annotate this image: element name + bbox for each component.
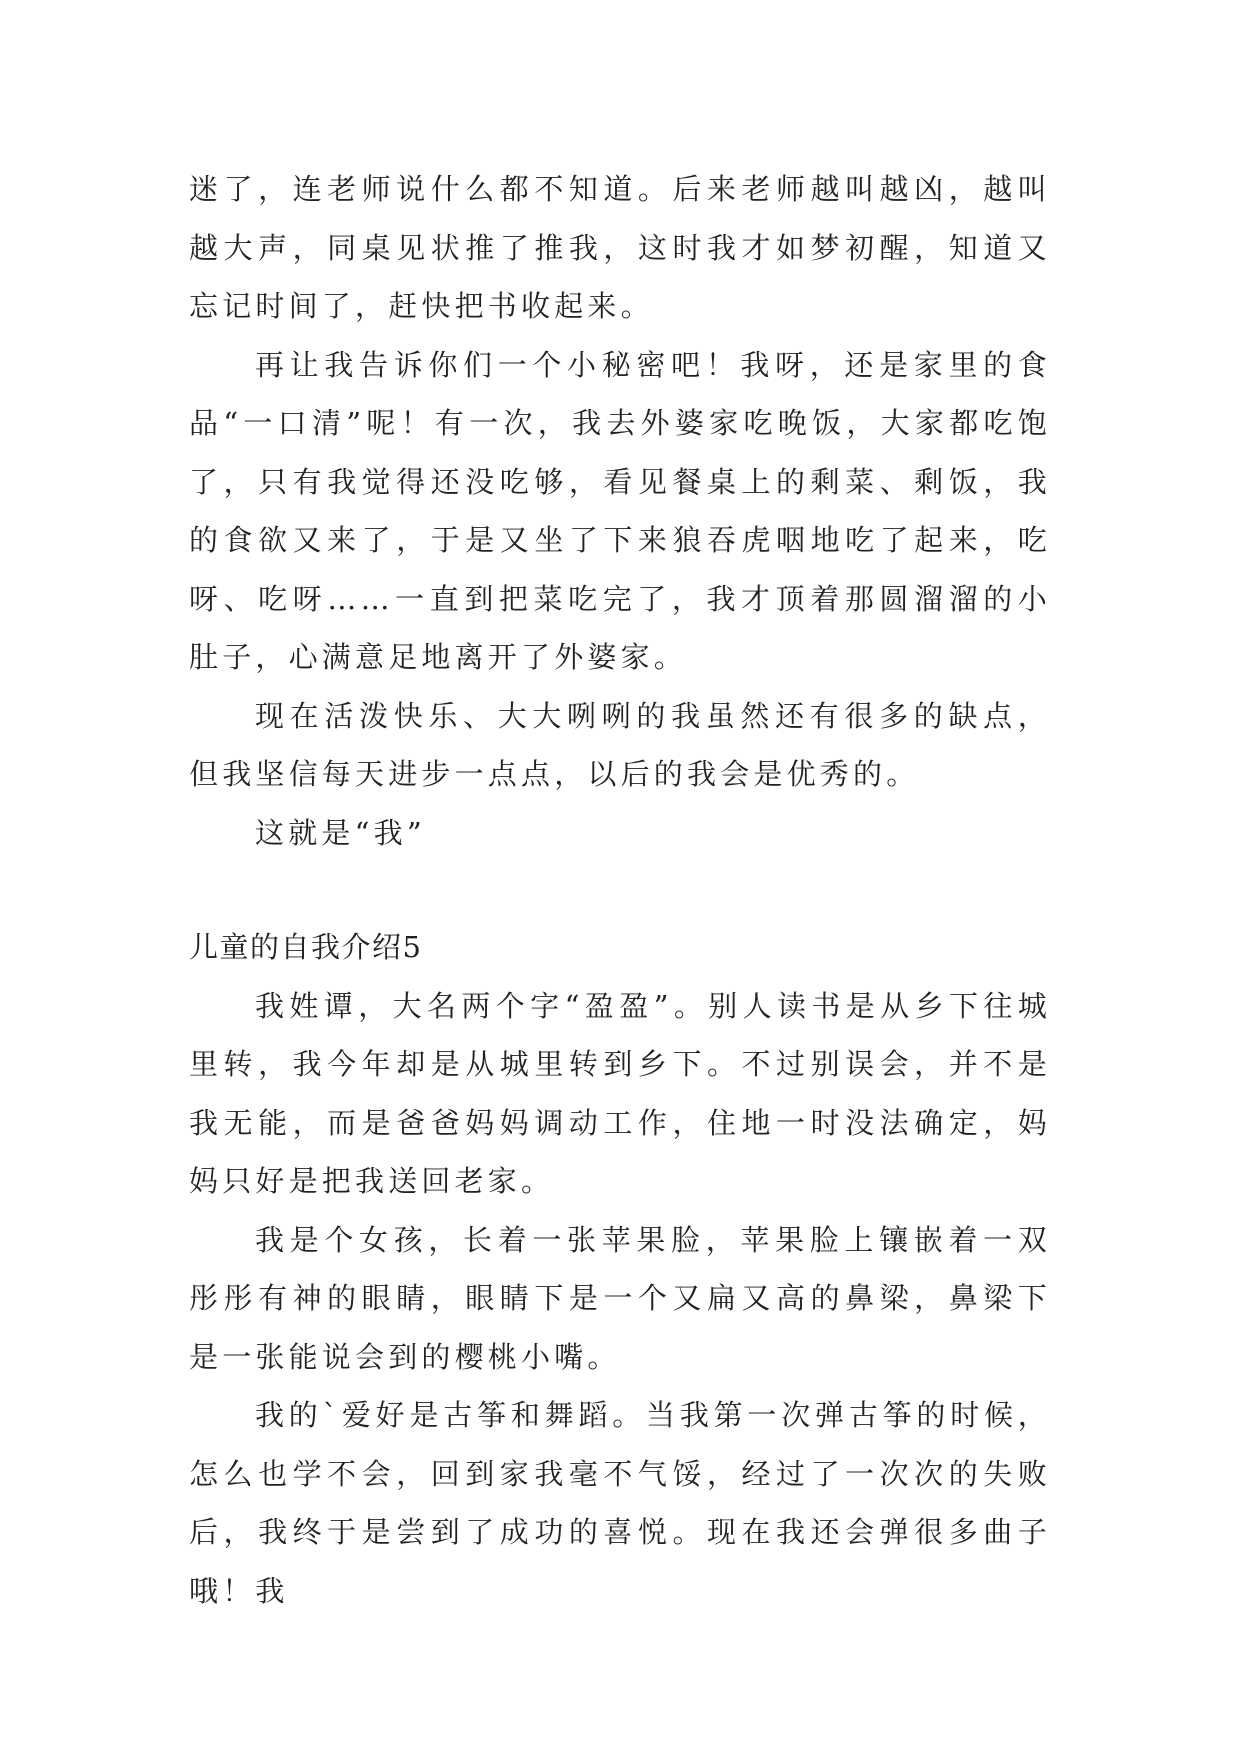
paragraph-name-intro: 我姓谭，大名两个字“盈盈”。别人读书是从乡下往城里转，我今年却是从城里转到乡下。不过别误会，并不是我无能，而是爸爸妈妈调动工作，住地一时没法确定，妈妈只好是把我送回老家。: [189, 988, 1051, 1198]
paragraph-continued: 迷了，连老师说什么都不知道。后来老师越叫越凶，越叫越大声，同桌见状推了推我，这时我才如梦初醒，知道又忘记时间了，赶快把书收起来。: [189, 172, 1051, 323]
paragraph-present-self: 现在活泼快乐、大大咧咧的我虽然还有很多的缺点，但我坚信每天进步一点点，以后的我会是优秀的。: [189, 698, 1051, 791]
paragraph-closing: 这就是“我”: [255, 815, 426, 850]
document-body: [189, 160, 1051, 1620]
section-heading: 儿童的自我介绍5: [189, 930, 423, 964]
section-spacer: [189, 862, 1051, 918]
paragraph-hobbies: 我的`爱好是古筝和舞蹈。当我第一次弹古筝的时候，怎么也学不会，回到家我毫不气馁，经过了一次次的失败后，我终于是尝到了成功的喜悦。现在我还会弹很多曲子哦！我: [189, 1398, 1051, 1608]
paragraph-food-secret: 再让我告诉你们一个小秘密吧！我呀，还是家里的食品“一口清”呢！有一次，我去外婆家吃晚饭，大家都吃饱了，只有我觉得还没吃够，看见餐桌上的剩菜、剩饭，我的食欲又来了，于是又坐了下来狼吞虎咽地吃了起来，吃呀、吃呀……一直到把菜吃完了，我才顶着那圆溜溜的小肚子，心满意足地离开了外婆家。: [189, 347, 1051, 674]
paragraph-appearance: 我是个女孩，长着一张苹果脸，苹果脸上镶嵌着一双彤彤有神的眼睛，眼睛下是一个又扁又高的鼻梁，鼻梁下是一张能说会到的樱桃小嘴。: [189, 1222, 1051, 1374]
